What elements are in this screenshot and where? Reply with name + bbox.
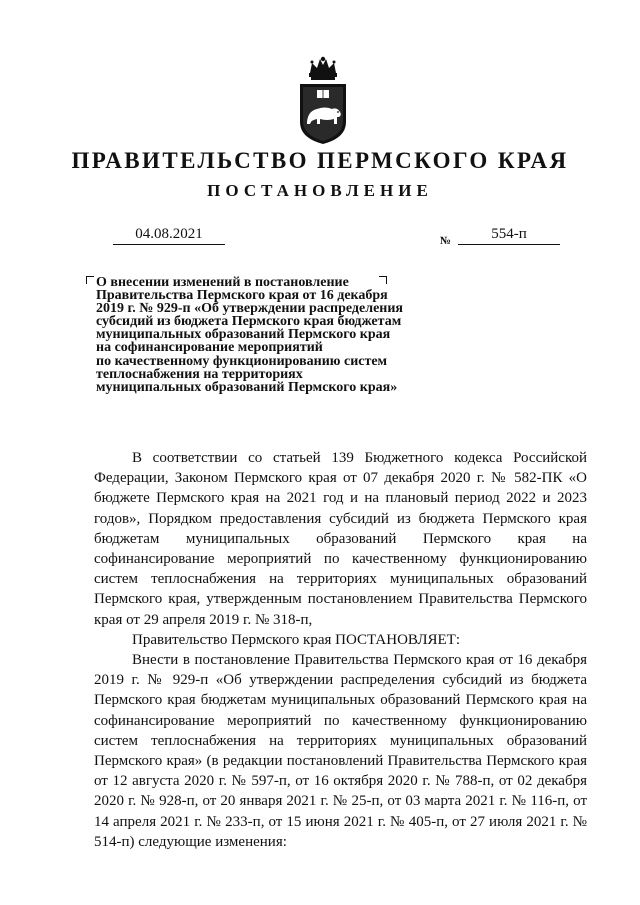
subject-corner-mark-left [86,276,94,284]
subject-line: теплоснабжения на территориях [96,366,303,382]
subject-line: муниципальных образований Пермского края» [96,379,398,395]
subject-line: Правительства Пермского края от 16 декабря [96,288,388,304]
subject-line: на софинансирование мероприятий [96,340,323,356]
subject-line: муниципальных образований Пермского края [96,327,391,343]
number-sign: № [440,235,452,247]
subject-line: субсидий из бюджета Пермского края бюджетам [96,314,402,330]
subject-line: О внесении изменений в постановление [96,275,349,290]
body-paragraph-amendments: Внести в постановление Правительства Пермского края от 16 декабря 2019 г. № 929-п «Об утверждении распределения субсидий из бюджета Пермского края бюджетам муниципальных образований Пермского края на софинансирование мероприятий по качественному функционированию систем теплоснабжения на территориях муниципальных образований Пермского края» (в редакции постановлений Правительства Пермского края от 12 августа 2020 г. № 597-п, от 16 октября 2020 г. № 788-п, от 02 декабря 2020 г. № 928-п, от 20 января 2021 г. № 25-п, от 03 марта 2021 г. № 116-п, от 14 апреля 2021 г. № 233-п, от 15 июня 2021 г. № 405-п, от 27 июля 2021 г. № 514-п) следующие изменения: [94,652,587,850]
organization-title: ПРАВИТЕЛЬСТВО ПЕРМСКОГО КРАЯ [71,148,569,173]
perm-krai-coat-of-arms-icon [296,56,350,146]
document-number: 554-п [458,224,560,245]
document-subject [86,275,404,406]
document-type: ПОСТАНОВЛЕНИЕ [207,181,433,200]
document-body [94,448,587,852]
subject-line: по качественному функционированию систем [96,353,388,369]
body-paragraph-preamble: В соответствии со статьей 139 Бюджетного кодекса Российской Федерации, Законом Пермского края от 07 декабря 2020 г. № 582-ПК «О бюджете Пермского края на 2021 год и на плановый период 2022 и 2023 годов», Порядком предоставления субсидий из бюджета Пермского края бюджетам муниципальных образований Пермского края на софинансирование мероприятий по качественному функционированию систем теплоснабжения на территориях муниципальных образований Пермского края, утвержденным постановлением Правительства Пермского края от 29 апреля 2019 г. № 318-п, [94,450,587,628]
body-paragraph-resolves: Правительство Пермского края ПОСТАНОВЛЯЕТ: [132,631,461,648]
document-date: 04.08.2021 [113,224,225,245]
subject-text [96,276,441,394]
subject-line: 2019 г. № 929-п «Об утверждении распределения [96,301,404,317]
